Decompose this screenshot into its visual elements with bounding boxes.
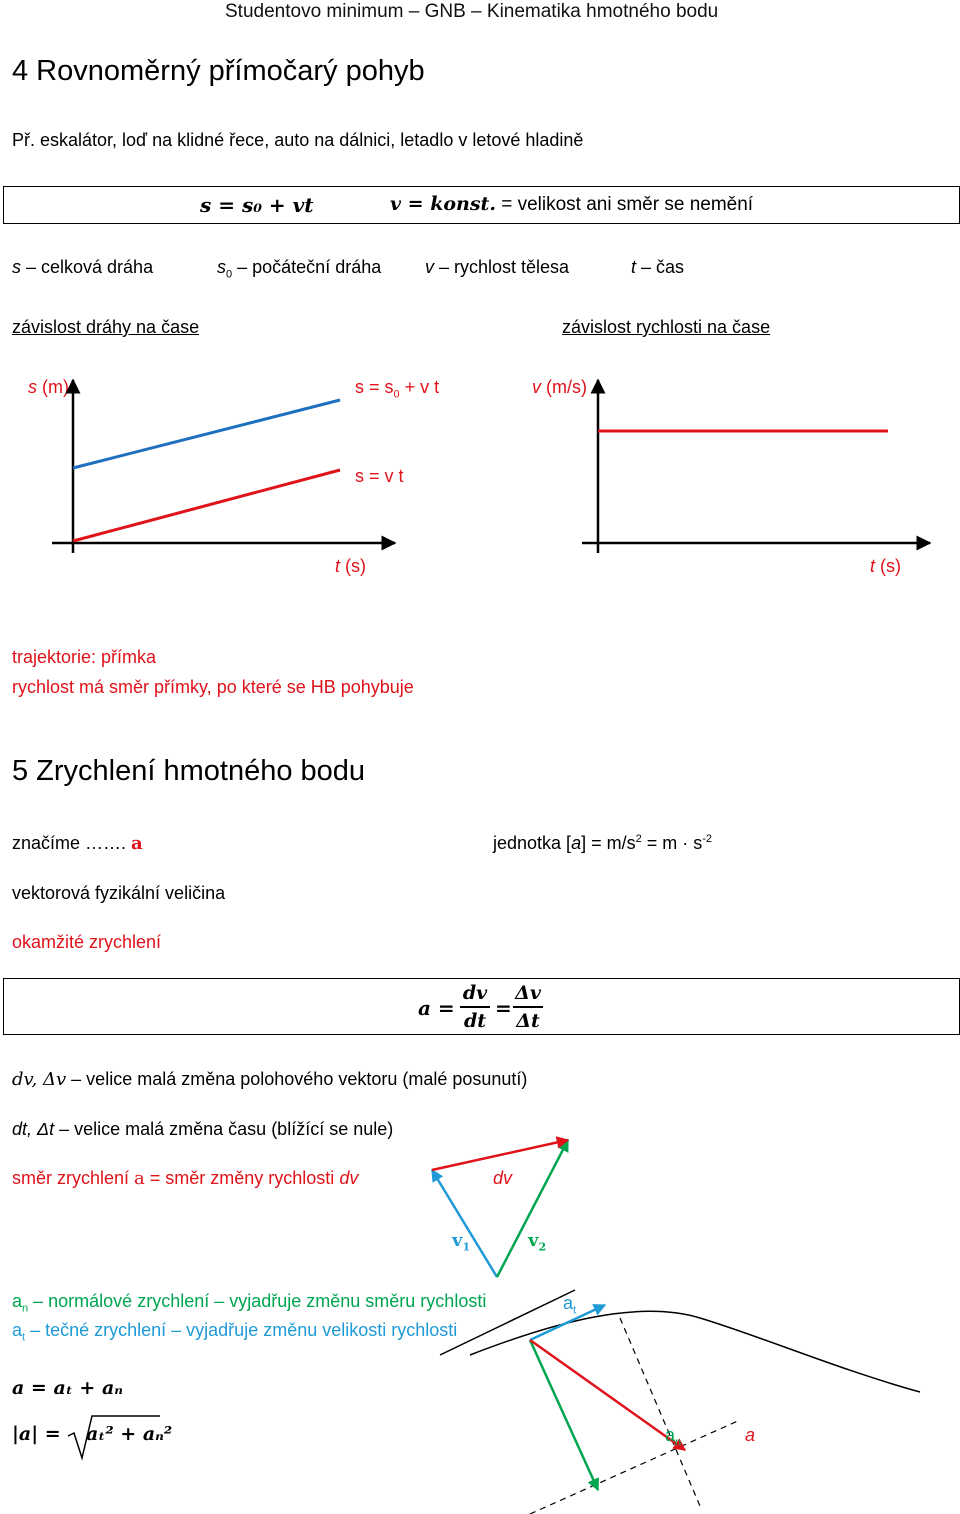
curve-a-label: a [745,1425,756,1445]
formula-num2: Δv [515,982,541,1004]
magnitude-right: aₜ² + aₙ² [86,1423,173,1445]
an-line: $a_n$ – normálové zrychlení – vyjadřuje změnu směru rychlosti [12,1291,487,1315]
graph1-title: závislost dráhy na čase [12,317,200,337]
examples-text: Př. eskalátor, loď na klidné řece, auto na dálnici, letadlo v letové hladině [12,130,584,150]
dt-line: dt, Δt – velice malá změna času (blížící se nule) [12,1119,394,1139]
formula-a-eq: a = [418,996,455,1020]
triangle-dv-label: dv [493,1168,513,1188]
trajectory-text: trajektorie: přímka [12,647,157,667]
symbol-line: značíme ……. a [12,833,143,854]
formula-den1: dt [463,1010,487,1032]
graph2-title: závislost rychlosti na čase [562,317,771,337]
section-4-title: 4 Rovnoměrný přímočarý pohyb [12,55,425,87]
legend-s: s – celková dráha [12,257,154,277]
formula-note: = velikost ani směr se nemění [495,194,754,215]
dv-line: dv, Δv – velice malá změna polohového vektoru (malé posunutí) [12,1069,528,1090]
at-line: $a_t$ – tečné zrychlení – vyjadřuje změnu velikosti rychlosti [12,1320,458,1344]
formula-eq2: = [495,996,512,1020]
page-header: Studentovo minimum – GNB – Kinematika hmotného bodu [225,1,719,22]
unit-line: jednotka $[a] = m/s^2 = m \cdot s^{-2}$ [493,833,713,853]
legend-s0: $s_0$ – počáteční dráha [217,257,382,281]
vector-quantity-text: vektorová fyzikální veličina [12,883,226,903]
legend-t: t – čas [631,257,685,277]
formula-v: v = konst. [390,193,496,215]
graph1-x-label: t (s) [335,556,367,576]
velocity-direction-text: rychlost má směr přímky, po které se HB pohybuje [12,677,414,697]
direction-line: směr zrychlení a = směr změny rychlosti dv [12,1168,359,1189]
graph2-y-label: v (m/s) [532,377,587,397]
section-5-title: 5 Zrychlení hmotného bodu [12,755,366,787]
formula-s: s = s₀ + vt [200,193,314,217]
instant-acc-text: okamžité zrychlení [12,932,162,952]
graph1-line1-label: $s = s_0 + v$ t [355,377,440,401]
magnitude-left: |a| = [12,1423,61,1445]
curve-an-label: $a_n$ [665,1425,682,1449]
formula-num1: dv [462,982,488,1004]
symbol-a: a [131,833,143,854]
graph2-x-label: t (s) [870,556,902,576]
formula-den2: Δt [516,1010,540,1032]
triangle-v2-label: $v_2$ [528,1230,547,1254]
vector-sum-formula: a = aₜ + aₙ [12,1377,123,1399]
legend-v: v – rychlost tělesa [425,257,570,277]
triangle-v1-label: $v_1$ [452,1230,471,1254]
graph1-line2-label: s = v t [355,466,404,486]
curve-at-label: $a_t$ [563,1293,577,1317]
graph1-y-label: s (m) [28,377,69,397]
